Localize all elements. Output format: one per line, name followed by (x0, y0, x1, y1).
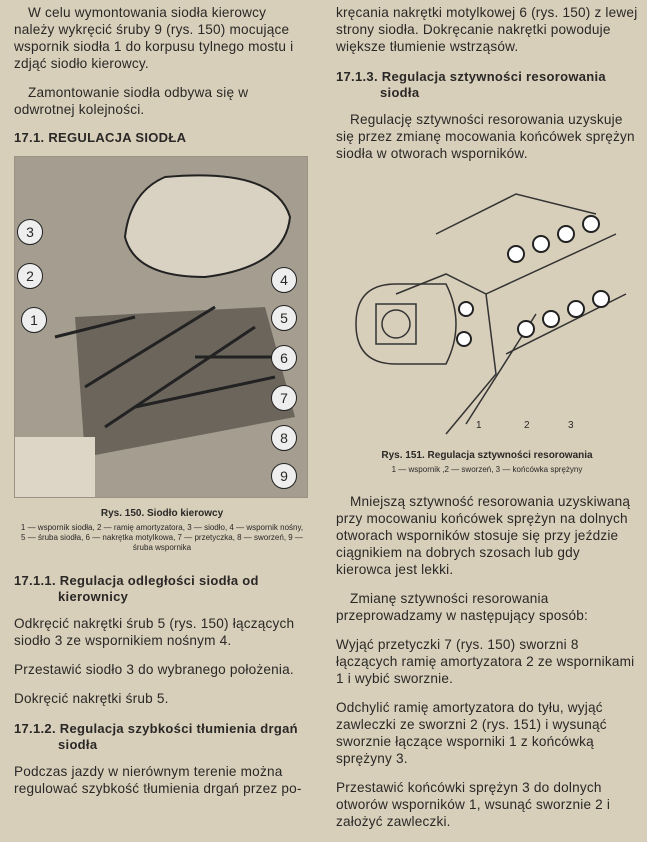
intro-paragraph: W celu wymontowania siodła kierowcy należy wykręcić śruby 9 (rys. 150) mocujące wspornik siodła 1 do korpusu tylnego mostu i zdjąć siodło kierowcy. (14, 5, 294, 71)
right-column (336, 0, 638, 842)
figure-151-caption: Rys. 151. Regulacja sztywności resorowania (381, 450, 593, 461)
figure-150-legend: 1 — wspornik siodła, 2 — ramię amortyzatora, 3 — siodło, 4 — wspornik nośny, 5 — śruba siodła, 6 — nakrętka motylkowa, 7 — przetyczka, 8 — sworzeń, 9 — śruba wspornika (20, 523, 304, 552)
section-heading-17-1: 17.1. REGULACJA SIODŁA (14, 130, 187, 145)
callout-3: 3 (17, 219, 43, 245)
callout-8: 8 (271, 425, 297, 451)
callout-5: 5 (271, 305, 297, 331)
diagram-label-1: 1 (476, 420, 482, 431)
callout-1: 1 (21, 307, 47, 333)
section-heading-17-1-1: 17.1.1. Regulacja odległości siodła od kierownicy (14, 573, 259, 604)
continued-paragraph: kręcania nakrętki motylkowej 6 (rys. 150) z lewej strony siodła. Dokręcanie nakrętki powoduje większe tłumienie wstrząsów. (336, 5, 638, 54)
right-paragraph-3: Zmianę sztywności resorowania przeprowadzamy w następujący sposób: (336, 591, 589, 623)
diagram-label-3: 3 (568, 420, 574, 431)
left-column (14, 0, 310, 809)
right-paragraph-6: Przestawić końcówki sprężyn 3 do dolnych otworów wsporników 1, wsunąć sworznie 2 i założyć zawleczki. (336, 780, 611, 829)
callout-2: 2 (17, 263, 43, 289)
callout-6: 6 (271, 345, 297, 371)
reinstall-paragraph: Zamontowanie siodła odbywa się w odwrotnej kolejności. (14, 85, 249, 117)
seat-drawing (15, 157, 307, 497)
s1-paragraph-2: Przestawić siodło 3 do wybranego położenia. (14, 662, 294, 677)
section-heading-17-1-3: 17.1.3. Regulacja sztywności resorowania siodła (336, 69, 606, 100)
s2-paragraph-1: Podczas jazdy w nierównym terenie można regulować szybkość tłumienia drgań przez po- (14, 764, 302, 796)
callout-9: 9 (271, 463, 297, 489)
figure-151-spring-diagram (336, 174, 636, 444)
spring-drawing (336, 174, 636, 444)
diagram-label-2: 2 (524, 420, 530, 431)
figure-150-seat-illustration (14, 156, 308, 498)
figure-151-legend: 1 — wspornik ,2 — sworzeń, 3 — końcówka sprężyny (391, 465, 583, 474)
callout-4: 4 (271, 267, 297, 293)
s3-paragraph-1: Regulację sztywności resorowania uzyskuje się przez zmianę mocowania końcówek sprężyn siodła w otworach wsporników. (336, 112, 635, 161)
s1-paragraph-1: Odkręcić nakrętki śrub 5 (rys. 150) łączących siodło 3 ze wspornikiem nośnym 4. (14, 616, 295, 648)
figure-150-caption: Rys. 150. Siodło kierowcy (100, 508, 224, 519)
right-paragraph-2: Mniejszą sztywność resorowania uzyskiwaną przy mocowaniu końcówek sprężyn na dolnych otworach wsporników stosuje się przy jeździe ciągnikiem na dobrych szosach lub gdy kierowca jest lekki. (336, 494, 631, 577)
section-heading-17-1-2: 17.1.2. Regulacja szybkości tłumienia drgań siodła (14, 721, 298, 752)
right-paragraph-5: Odchylić ramię amortyzatora do tyłu, wyjąć zawleczki ze sworzni 2 (rys. 151) i wysunąć sworznie łączące wsporniki 1 z końcówką sprężyny 3. (336, 700, 607, 766)
s1-paragraph-3: Dokręcić nakrętki śrub 5. (14, 691, 169, 706)
callout-7: 7 (271, 385, 297, 411)
right-paragraph-4: Wyjąć przetyczki 7 (rys. 150) sworzni 8 łączących ramię amortyzatora 2 ze wspornikami 1 i wybić sworznie. (336, 637, 635, 686)
